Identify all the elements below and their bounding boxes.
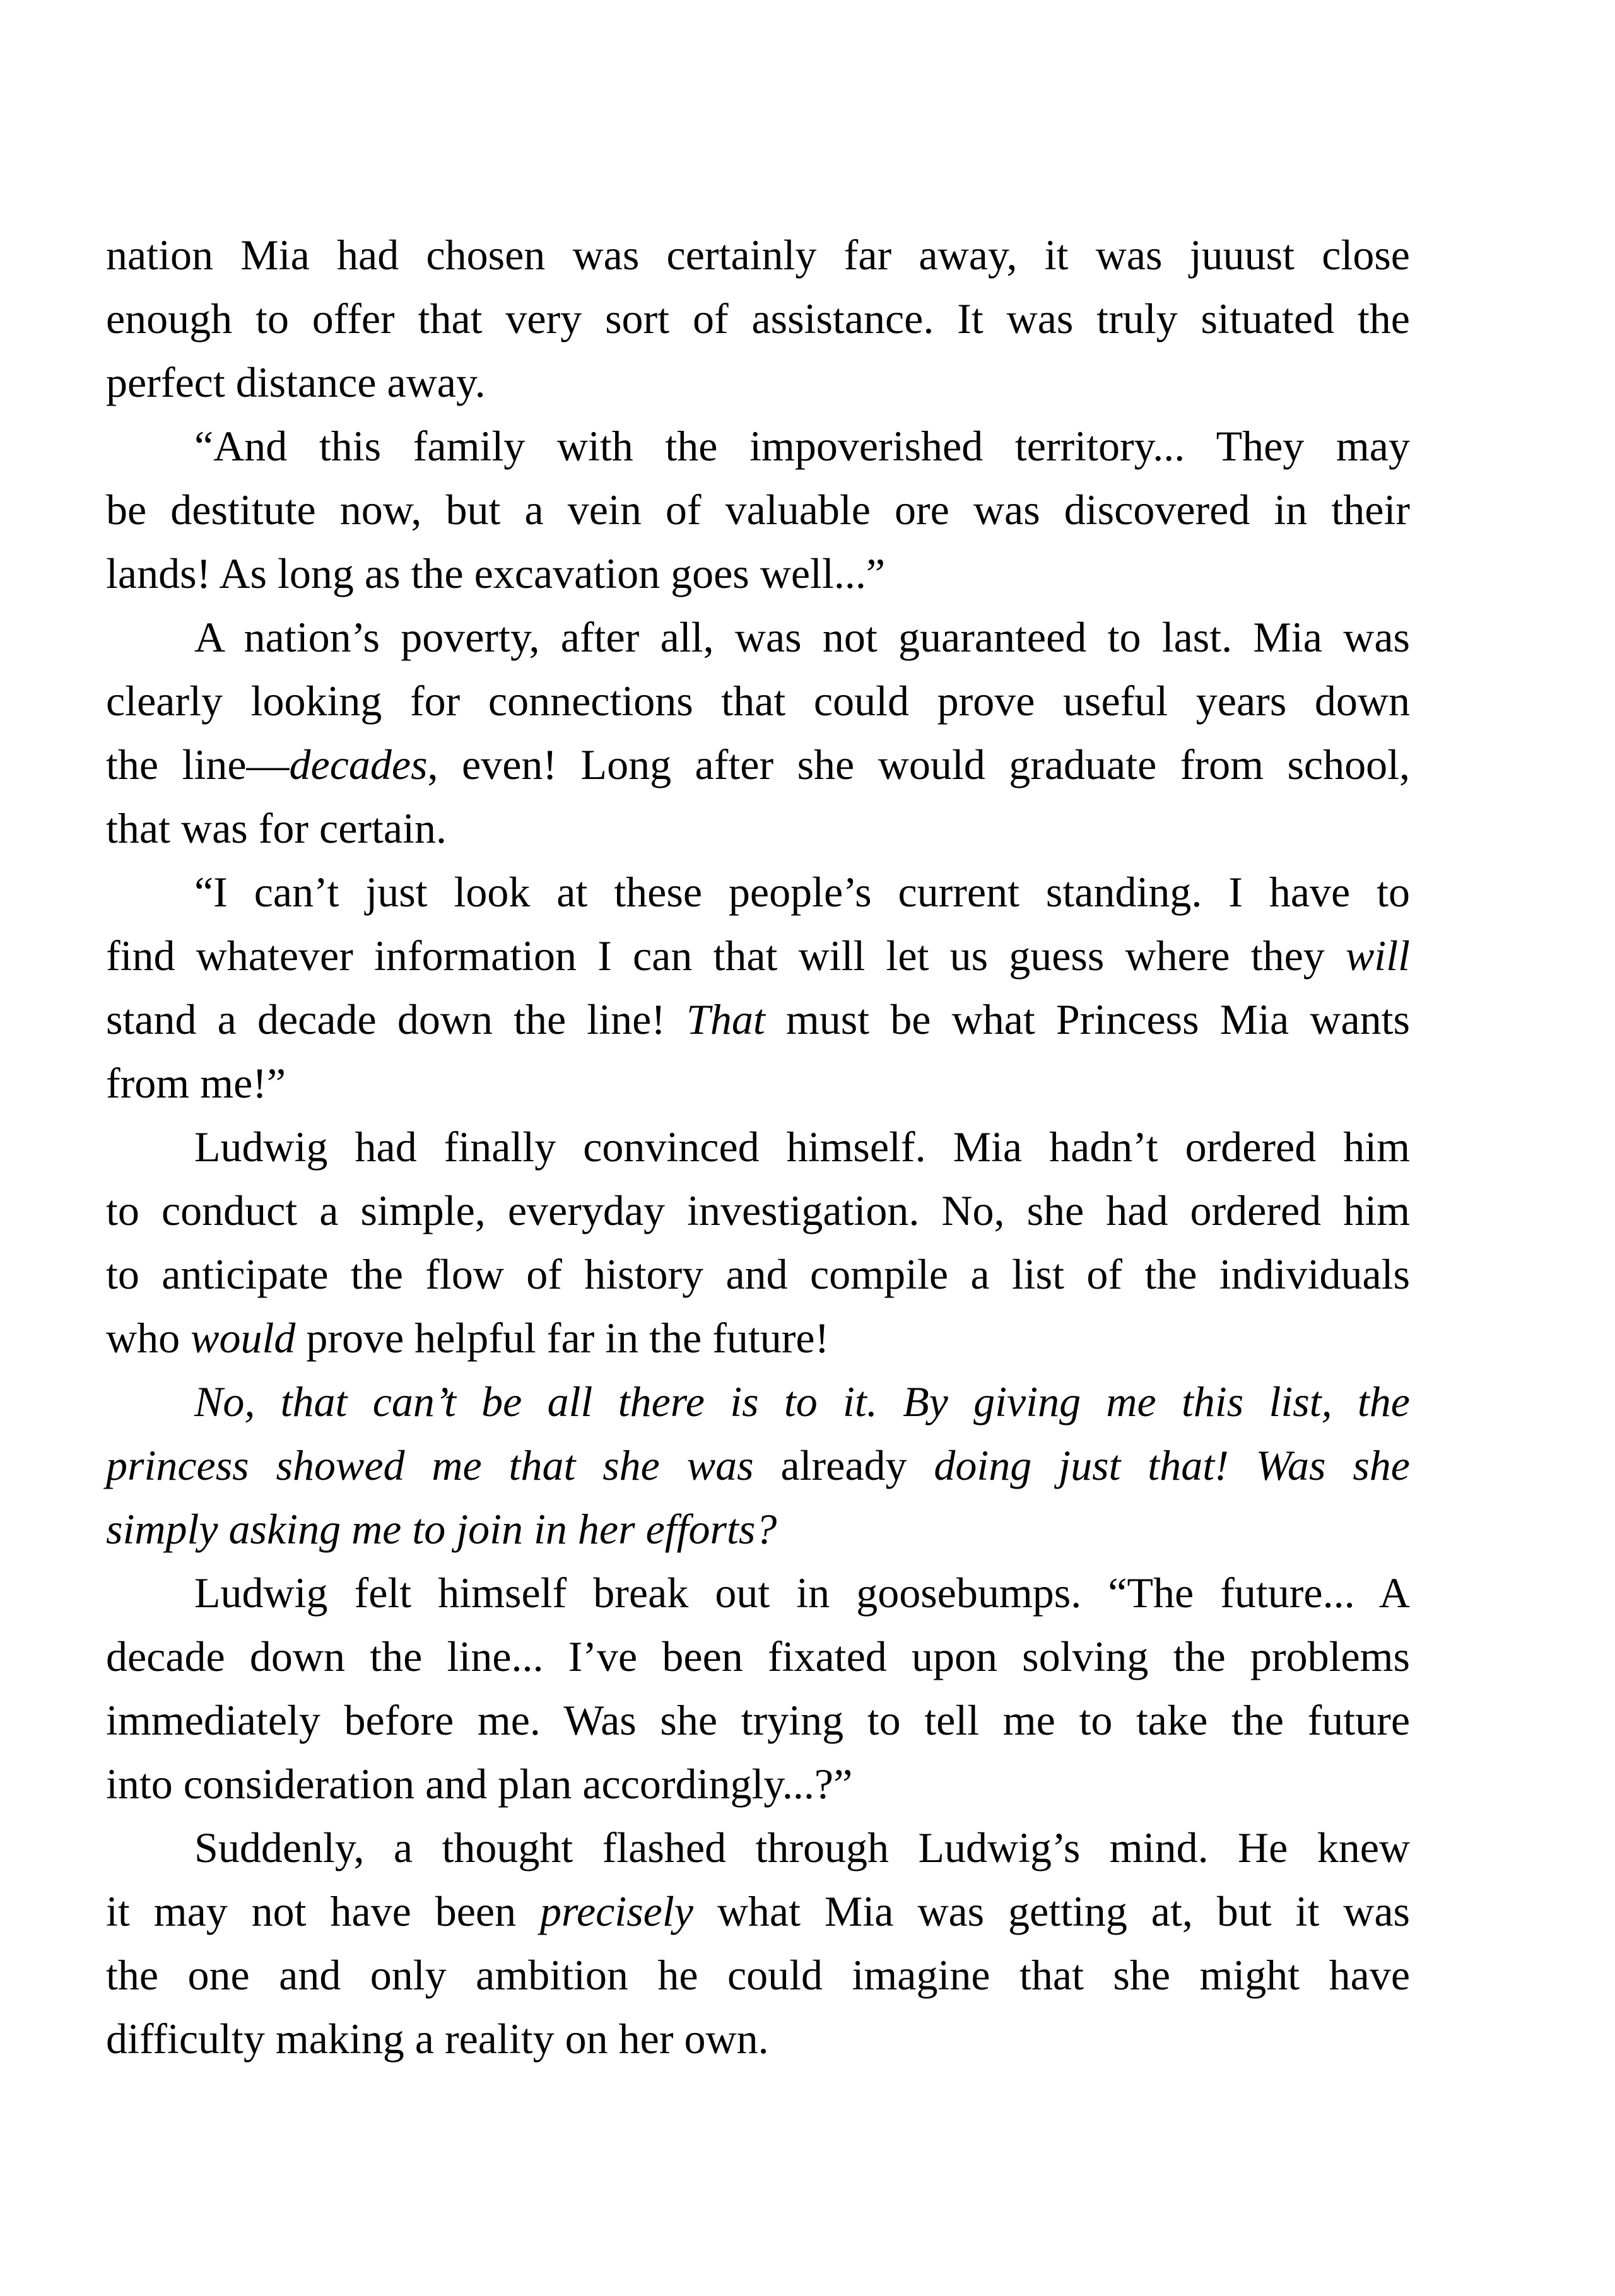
text-line — [106, 1051, 1410, 1115]
text-line — [106, 414, 1410, 478]
text-run: “I can’t just look at these people’s current standing. I have to — [194, 868, 1410, 916]
text-line — [106, 1179, 1410, 1243]
text-line — [106, 2007, 1410, 2071]
text-run: decade down the line... I’ve been fixated upon solving the problems — [106, 1632, 1410, 1680]
text-run: A nation’s poverty, after all, was not guaranteed to last. Mia was — [194, 613, 1410, 661]
text-run: what Mia was getting at, but it was — [693, 1887, 1410, 1935]
text-run: difficulty making a reality on her own. — [106, 2015, 769, 2063]
text-run: the line— — [106, 741, 290, 788]
text-run: “And this family with the impoverished territory... They may — [194, 422, 1410, 470]
text-run: to conduct a simple, everyday investigation. No, she had ordered him — [106, 1186, 1410, 1234]
text-line — [106, 860, 1410, 924]
text-line — [106, 223, 1410, 287]
text-run: who — [106, 1314, 191, 1362]
text-line — [106, 478, 1410, 542]
text-line — [106, 1561, 1410, 1625]
italic-text-run: No, that can’t be all there is to it. By giving me this list, the — [194, 1378, 1410, 1426]
text-run: to anticipate the flow of history and compile a list of the individuals — [106, 1250, 1410, 1298]
italic-text-run: would — [191, 1314, 296, 1362]
text-run: Ludwig had finally convinced himself. Mia hadn’t ordered him — [194, 1123, 1410, 1171]
text-line — [106, 1434, 1410, 1497]
text-line — [106, 1689, 1410, 1752]
text-line — [106, 542, 1410, 606]
text-run: , even! Long after she would graduate from school, — [427, 741, 1410, 788]
text-run: find whatever information I can that will let us guess where they — [106, 932, 1346, 980]
text-line — [106, 1370, 1410, 1434]
text-run: from me!” — [106, 1059, 286, 1107]
text-run: the one and only ambition he could imagine that she might have — [106, 1951, 1410, 1999]
text-line — [106, 1306, 1410, 1370]
text-run: perfect distance away. — [106, 358, 486, 406]
text-line — [106, 669, 1410, 733]
italic-text-run: doing just that! Was she — [907, 1441, 1410, 1489]
text-run: nation Mia had chosen was certainly far away, it was juuust close — [106, 231, 1410, 279]
text-run: prove helpful far in the future! — [295, 1314, 830, 1362]
text-line — [106, 1243, 1410, 1306]
text-line — [106, 988, 1410, 1051]
text-line — [106, 1625, 1410, 1689]
text-line — [106, 1943, 1410, 2007]
text-run: it may not have been — [106, 1887, 540, 1935]
text-run: Ludwig felt himself break out in goosebumps. “The future... A — [194, 1569, 1410, 1617]
text-run: must be what Princess Mia wants — [765, 995, 1410, 1043]
text-run: enough to offer that very sort of assistance. It was truly situated the — [106, 295, 1410, 343]
text-line — [106, 924, 1410, 988]
text-line — [106, 351, 1410, 414]
text-run: stand a decade down the line! — [106, 995, 687, 1043]
text-run: be destitute now, but a vein of valuable ore was discovered in their — [106, 486, 1410, 534]
text-run: into consideration and plan accordingly...?” — [106, 1760, 853, 1808]
text-run: immediately before me. Was she trying to tell me to take the future — [106, 1696, 1410, 1744]
text-line — [106, 1115, 1410, 1179]
italic-text-run: simply asking me to join in her efforts? — [106, 1505, 777, 1553]
text-line — [106, 797, 1410, 860]
text-line — [106, 606, 1410, 669]
text-line — [106, 1497, 1410, 1561]
italic-text-run: princess showed me that she was — [106, 1441, 781, 1489]
italic-text-run: That — [686, 995, 765, 1043]
italic-text-run: precisely — [540, 1887, 693, 1935]
text-line — [106, 1880, 1410, 1943]
text-line — [106, 733, 1410, 797]
text-run: lands! As long as the excavation goes well...” — [106, 549, 886, 597]
text-line — [106, 1816, 1410, 1880]
text-line — [106, 287, 1410, 351]
italic-text-run: decades — [289, 741, 428, 788]
text-run: already — [780, 1441, 907, 1489]
text-run: Suddenly, a thought flashed through Ludwig’s mind. He knew — [194, 1824, 1410, 1871]
text-block — [106, 223, 1410, 2071]
text-run: that was for certain. — [106, 804, 447, 852]
text-run: clearly looking for connections that could prove useful years down — [106, 677, 1410, 725]
text-line — [106, 1752, 1410, 1816]
italic-text-run: will — [1345, 932, 1410, 980]
